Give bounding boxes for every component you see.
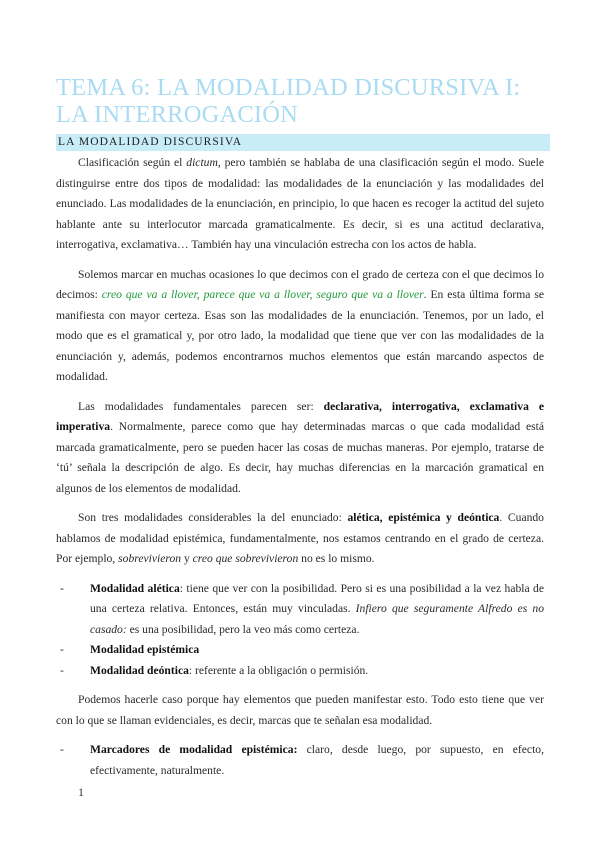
section-heading: LA MODALIDAD DISCURSIVA: [56, 134, 550, 151]
paragraph-2: Solemos marcar en muchas ocasiones lo que decimos con el grado de certeza con el que decimos lo decimos: creo que va a llover, parece que va a llover, seguro que va a llover. En esta última forma se manifiesta con mayor certeza. Esas son las modalidades de la enunciación. Tenemos, por un lado, el modo que es el gramatical y, por otro lado, la modalidad que tiene que ver con las modalidades de la enunciación y, además, podemos encontrarnos muchos elementos que están marcando aspectos de modalidad.: [56, 267, 544, 383]
modalities-list: [56, 579, 544, 682]
document-body: [56, 153, 544, 790]
example-text: creo que va a llover, parece que va a llover, seguro que va a llover: [101, 288, 424, 301]
list-item: - Modalidad deóntica: referente a la obligación o permisión.: [60, 663, 369, 677]
paragraph-1: Clasificación según el dictum, pero también se hablaba de una clasificación según el modo. Suele distinguirse entre dos tipos de modalidad: las modalidades de la enunciación y las modalidades del enunciado. Las modalidades de la enunciación, en principio, lo que hacen es recoger la actitud del sujeto hablante ante su interlocutor marcada gramaticalmente. Es decir, si es una actitud declarativa, interrogativa, exclamativa… También hay una vinculación estrecha con los actos de habla.: [56, 156, 544, 251]
page-number: 1: [78, 785, 84, 799]
paragraph-5: Podemos hacerle caso porque hay elementos que pueden manifestar esto. Todo esto tiene que ver con lo que se llaman evidenciales, es decir, marcas que te señalan esa modalidad.: [56, 693, 544, 727]
markers-list: [56, 740, 544, 781]
list-item: - Modalidad epistémica: [60, 643, 200, 656]
paragraph-3: Las modalidades fundamentales parecen ser: declarativa, interrogativa, exclamativa e imperativa. Normalmente, parece como que hay determinadas marcas o que cada modalidad está marcada gramaticalmente, pero se pueden hacer las cosas de muchas maneras. Por ejemplo, tratarse de ‘tú’ señala la descripción de algo. Es decir, hay muchas diferencias en la marcación gramatical en algunos de los elementos de modalidad.: [56, 399, 544, 495]
list-item: - Marcadores de modalidad epistémica: claro, desde luego, por supuesto, en efecto, efectivamente, naturalmente.: [60, 743, 544, 777]
page-title: TEMA 6: LA MODALIDAD DISCURSIVA I: LA INTERROGACIÓN: [56, 74, 521, 128]
list-item: - Modalidad alética: tiene que ver con la posibilidad. Pero si es una posibilidad a la vez habla de una certeza relativa. Entonces, están muy vinculadas. Infiero que seguramente Alfredo es no casado: es una posibilidad, pero la veo más como certeza.: [60, 581, 544, 636]
paragraph-4: Son tres modalidades considerables la del enunciado: alética, epistémica y deóntica. Cuando hablamos de modalidad epistémica, fundamentalmente, nos estamos centrando en el grado de certeza. Por ejemplo, sobrevivieron y creo que sobrevivieron no es lo mismo.: [56, 511, 544, 565]
